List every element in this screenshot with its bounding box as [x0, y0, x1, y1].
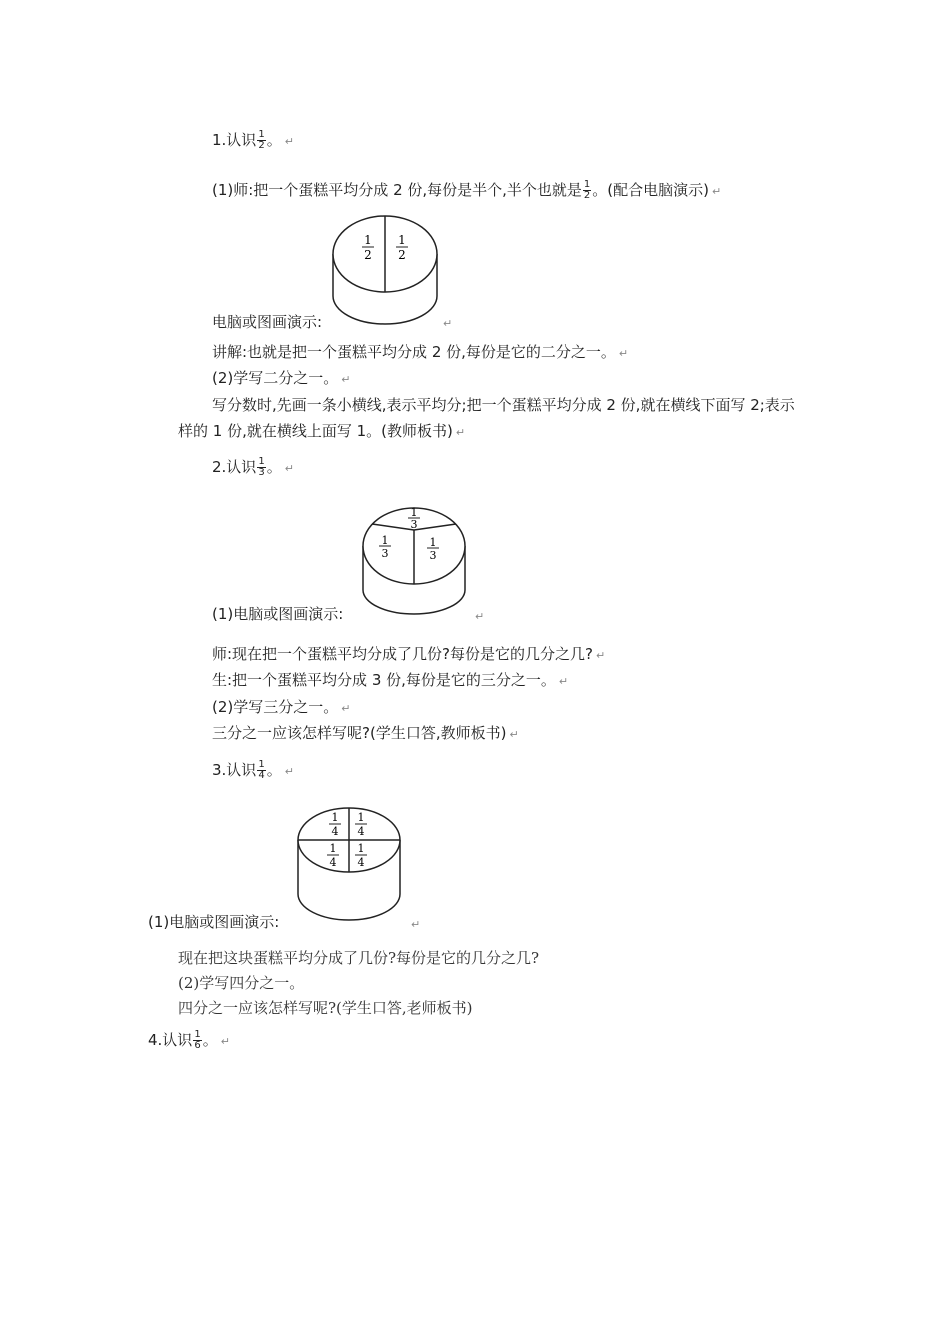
demo-label: (1)电脑或图画演示: — [212, 605, 344, 623]
cake-quarters-figure — [295, 806, 403, 924]
section-1-paragraph-1: (1)师:把一个蛋糕平均分成 2 份,每份是半个,半个也就是 $\frac{1}{2}$ 。(配合电脑演示) ↵ — [212, 179, 722, 201]
svg-text:1: 1 — [357, 842, 365, 855]
svg-text:1: 1 — [331, 811, 339, 824]
fraction: $\frac{1}{2}$ — [583, 179, 591, 201]
demo-label: 电脑或图画演示: — [212, 313, 323, 331]
fraction: $\frac{1}{6}$ — [194, 1029, 201, 1051]
teacher-question: 师:现在把一个蛋糕平均分成了几份?每份是它的几分之几? ↵ — [212, 645, 606, 663]
student-answer: 生:把一个蛋糕平均分成 3 份,每份是它的三分之一。 ↵ — [212, 671, 569, 689]
how-to-write: 四分之一应该怎样写呢?(学生口答,老师板书) — [178, 999, 473, 1017]
svg-text:3: 3 — [410, 518, 418, 531]
svg-text:1: 1 — [357, 811, 365, 824]
svg-text:4: 4 — [331, 825, 339, 838]
how-to-write: 三分之一应该怎样写呢?(学生口答,教师板书) ↵ — [212, 724, 519, 742]
return-mark: ↵ — [284, 135, 294, 148]
cake-halves-figure — [330, 214, 440, 329]
svg-text:2: 2 — [364, 248, 372, 262]
svg-text:4: 4 — [357, 825, 365, 838]
section-2-heading: 2.认识 $\frac{1}{3}$ 。 ↵ — [212, 456, 294, 478]
heading-text: 1.认识 — [212, 131, 257, 149]
demo-label: (1)电脑或图画演示: — [148, 913, 280, 931]
return-mark: ↵ — [443, 317, 453, 330]
svg-text:1: 1 — [429, 536, 437, 549]
return-mark: ↵ — [411, 918, 421, 931]
fraction: $\frac{1}{2}$ — [258, 129, 265, 151]
subheading: (2)学写三分之一。 ↵ — [212, 698, 351, 716]
writing-instruction-1: 写分数时,先画一条小横线,表示平均分;把一个蛋糕平均分成 2 份,就在横线下面写 2;表示 — [212, 396, 795, 414]
writing-instruction-2: 样的 1 份,就在横线上面写 1。(教师板书) ↵ — [178, 422, 466, 440]
explanation: 讲解:也就是把一个蛋糕平均分成 2 份,每份是它的二分之一。 ↵ — [212, 343, 629, 361]
question: 现在把这块蛋糕平均分成了几份?每份是它的几分之几? — [178, 949, 540, 967]
cake-thirds-figure — [360, 504, 468, 620]
svg-text:4: 4 — [329, 856, 337, 869]
return-mark: ↵ — [475, 610, 485, 623]
section-3-heading: 3.认识 $\frac{1}{4}$ 。 ↵ — [212, 759, 294, 781]
svg-text:1: 1 — [329, 842, 337, 855]
svg-text:1: 1 — [410, 506, 418, 519]
section-1-heading: 1.认识 $\frac{1}{2}$ 。 ↵ — [212, 129, 294, 151]
svg-text:1: 1 — [381, 534, 389, 547]
svg-text:3: 3 — [429, 549, 437, 562]
subheading: (2)学写四分之一。 — [178, 974, 305, 992]
section-4-heading: 4.认识 $\frac{1}{6}$ 。 ↵ — [148, 1029, 230, 1051]
svg-text:2: 2 — [398, 248, 406, 262]
svg-text:1: 1 — [398, 233, 406, 247]
svg-text:1: 1 — [364, 233, 372, 247]
svg-text:4: 4 — [357, 856, 365, 869]
subheading: (2)学写二分之一。 ↵ — [212, 369, 351, 387]
svg-text:3: 3 — [381, 547, 389, 560]
fraction: $\frac{1}{3}$ — [258, 456, 265, 478]
fraction: $\frac{1}{4}$ — [258, 759, 265, 781]
